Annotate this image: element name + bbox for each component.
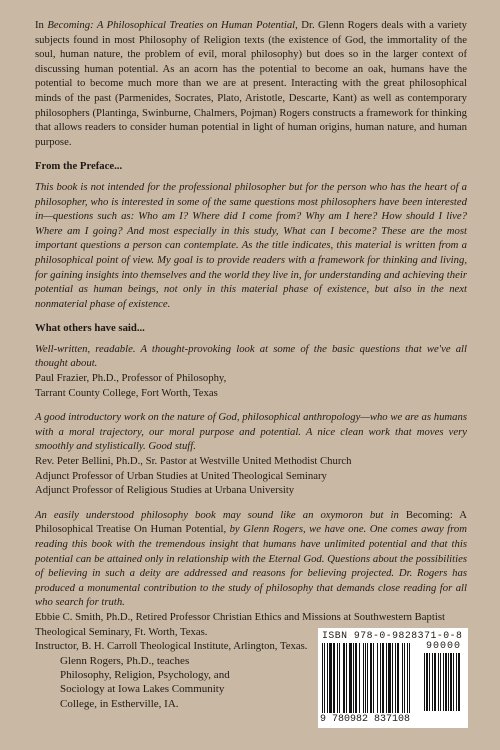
barcode-bar — [407, 643, 408, 713]
barcode-bar — [337, 643, 338, 713]
barcode-bar — [386, 643, 387, 713]
barcode-bar — [324, 643, 325, 713]
barcode-bar — [392, 643, 393, 713]
cover-text-column — [35, 18, 467, 654]
review-1 — [35, 342, 467, 400]
barcode-bar — [409, 643, 410, 713]
barcode-bar — [434, 653, 436, 711]
barcode-bar — [370, 643, 372, 713]
barcode-bar — [363, 643, 364, 713]
barcode-bar — [333, 643, 335, 713]
barcode-bar — [438, 653, 439, 711]
review-3-quote-start: An easily understood philosophy book may sound like an oxymoron but in — [35, 508, 406, 521]
review-3-book-title: Becoming: A Philosophical Treatise On Human Potential — [35, 508, 467, 536]
barcode-bar — [432, 653, 433, 711]
review-3-affiliation: Instructor, B. H. Carroll Theological Institute, Arlington, Texas. — [35, 640, 308, 653]
isbn-barcode — [318, 628, 468, 728]
barcode-bar — [395, 643, 396, 713]
barcode-bar — [450, 653, 452, 711]
price-code: 90000 — [426, 641, 462, 652]
review-2-author: Rev. Peter Bellini, Ph.D., Sr. Pastor at Westville United Methodist Church — [35, 455, 352, 468]
review-3-author: Ebbie C. Smith, Ph.D., Retired Professor Christian Ethics and Missions at Southwestern Baptist Theological Seminary, Ft. Worth, Texas. — [35, 610, 445, 638]
barcode-bar — [349, 643, 352, 713]
barcode-bar — [448, 653, 449, 711]
intro-body: , Dr. Glenn Rogers deals with a variety subjects found in most Philosophy of Religion texts (the existence of God, the immortality of the soul, human nature, the problem of evil, moral philosophy) but does so in the larger context of discussing human potential. As an acorn has the potential to become an oak, humans have the potential to become much more than we are at present. Interacting with the great philosophical minds of the past (Parmenides, Socrates, Plato, Aristotle, Descarte, Kant) as well as contemporary philosophers (Plantinga, Swinburne, Chalmers, Pojman) Rogers constructs a framework for thinking that allows readers to consider human potential in light of human origins, human nature, and human purpose. — [35, 19, 468, 148]
review-2-affiliation-1: Adjunct Professor of Urban Studies at United Theological Seminary — [35, 469, 327, 482]
barcode-bar — [343, 643, 345, 713]
barcode-bar — [429, 653, 430, 711]
price-barcode-bars — [424, 653, 466, 715]
barcode-bar — [377, 643, 378, 713]
barcode-bar — [339, 643, 340, 713]
barcode-bar — [402, 643, 403, 713]
bio-line-2: Philosophy, Religion, Psychology, and — [60, 669, 230, 682]
author-bio — [60, 654, 260, 711]
barcode-bar — [426, 653, 428, 711]
ean-digits: 9 780982 837108 — [320, 714, 411, 725]
barcode-bar — [322, 643, 323, 713]
review-2-affiliation-2: Adjunct Professor of Religious Studies at Urbana University — [35, 484, 295, 497]
barcode-bar — [443, 653, 444, 711]
review-2 — [35, 410, 467, 498]
ean-barcode-bars — [322, 643, 422, 715]
barcode-bar — [365, 643, 366, 713]
review-3-quote — [35, 508, 467, 610]
barcode-bar — [397, 643, 399, 713]
barcode-bar — [424, 653, 425, 711]
barcode-bar — [382, 643, 384, 713]
review-1-quote: Well-written, readable. A thought-provoking look at some of the basic questions that we've all thought about. — [35, 342, 467, 370]
preface-heading: From the Preface... — [35, 160, 123, 173]
reviews-heading: What others have said... — [35, 322, 145, 335]
barcode-bar — [373, 643, 374, 713]
review-2-quote: A good introductory work on the nature of God, philosophical anthropology—who we are as humans with a moral trajectory, our moral purpose and potential. A nice clean work that moves very smoothly and stylistically. Good stuff. — [35, 411, 467, 453]
barcode-bar — [404, 643, 405, 713]
intro-pre: In — [35, 19, 48, 31]
review-1-affiliation: Tarrant County College, Fort Worth, Texas — [35, 386, 218, 399]
review-3-quote-rest: , by Glenn Rogers, we have one. One comes away from reading this book with the tremendous insight that humans have unlimited potential and that this potential can be attained only in relationship with the Eternal God. Questions about the possibilities of believing in such a deity are addressed and reasons for believing projected. Dr. Rogers has produced a monumental contribution to the study of philosophy that demands close reading for all who search for truth. — [35, 523, 467, 609]
bio-line-1: Glenn Rogers, Ph.D., teaches — [60, 655, 190, 667]
barcode-bar — [445, 653, 447, 711]
barcode-bar — [380, 643, 381, 713]
intro-paragraph — [35, 18, 467, 149]
barcode-bar — [440, 653, 441, 711]
barcode-bar — [367, 643, 368, 713]
preface-text: This book is not intended for the professional philosopher but for the person who has the heart of a philosopher, who is interested in some of the same questions most philosophers have been interested in—questions such as: Who am I? Where did I come from? Why am I here? How should I live? Where am I going? And most especially in this study, What can I become? These are the most important questions a person can contemplate. As the title indicates, this material is written from a philosophical point of view. My goal is to provide readers with a framework for thinking and living, for gaining insights into themselves and the world they live in, for understanding and achieving their potential as human beings, not only in this material phase of existence, but also in the next nonmaterial phase of existence. — [35, 180, 467, 310]
barcode-bar — [388, 643, 391, 713]
barcode-bar — [353, 643, 354, 713]
intro-book-title: Becoming: A Philosophical Treaties on Human Potential — [47, 19, 296, 31]
barcode-bar — [359, 643, 360, 713]
review-1-author: Paul Frazier, Ph.D., Professor of Philosophy, — [35, 372, 227, 385]
barcode-bar — [346, 643, 347, 713]
bio-line-3: Sociology at Iowa Lakes Community — [60, 683, 225, 696]
barcode-bar — [329, 643, 332, 713]
isbn-label: ISBN 978-0-9828371-0-8 — [322, 630, 463, 641]
bio-line-4: College, in Estherville, IA. — [60, 697, 179, 710]
barcode-bar — [458, 653, 460, 711]
barcode-bar — [456, 653, 457, 711]
barcode-bar — [327, 643, 328, 713]
barcode-bar — [355, 643, 357, 713]
barcode-bar — [453, 653, 454, 711]
